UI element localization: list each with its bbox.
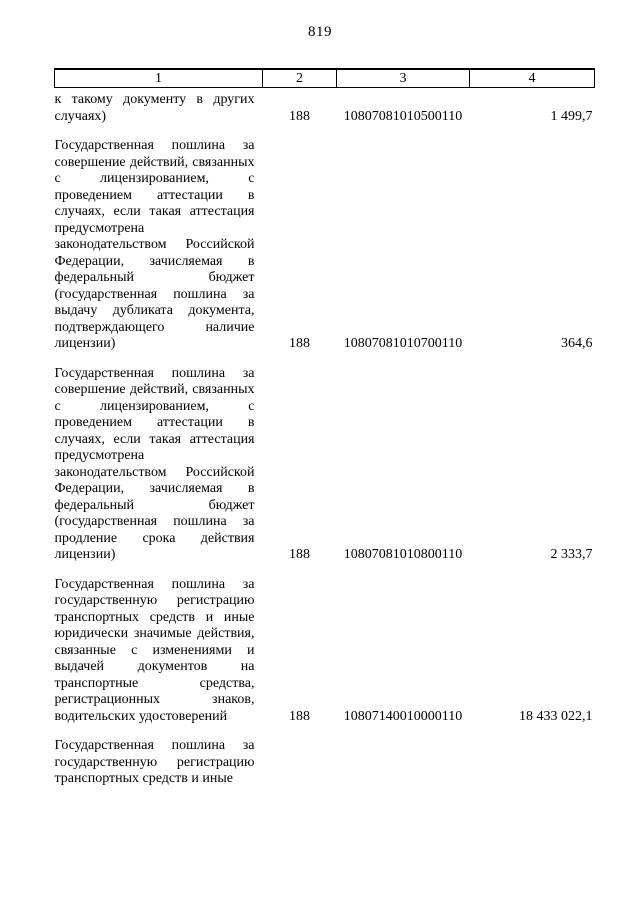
table-row	[55, 366, 595, 577]
row-amount: 364,6	[561, 336, 593, 351]
row-description: Государственная пошлина за государственную регистрацию транспортных средств и иные юридически значимые действия, связанные с изменениями и выдачей документов на транспортные средства, регистрационных знаков, водительских удостоверений	[54, 576, 255, 724]
budget-revenue-table	[54, 68, 595, 801]
row-code-3: 10807081010500110	[343, 108, 463, 124]
row-amount: 18 433 022,1	[519, 708, 593, 724]
row-code-3: 10807081010800110	[343, 547, 463, 562]
page-number: 819	[308, 24, 332, 40]
row-code-2: 188	[289, 108, 310, 124]
row-code-3: 10807140010000110	[343, 708, 463, 724]
column-header-1: 1	[55, 69, 263, 88]
row-code-3	[337, 738, 470, 801]
column-header-4: 4	[470, 69, 595, 88]
row-description: к такому документу в других случаях)	[54, 92, 255, 124]
row-code-2: 188	[289, 708, 310, 724]
table-row	[55, 138, 595, 366]
row-amount	[470, 738, 595, 801]
row-code-2: 188	[289, 336, 310, 351]
row-amount: 1 499,7	[550, 108, 593, 124]
row-description: Государственная пошлина за совершение действий, связанных с лицензированием, с проведением аттестации в случаях, если такая аттестация предусмотрена законодательством Российской Федерации, зачисляемая в федеральный бюджет (государственная пошлина за выдачу дубликата документа, подтверждающего наличие лицензии)	[54, 138, 255, 351]
row-description: Государственная пошлина за совершение действий, связанных с лицензированием, с проведением аттестации в случаях, если такая аттестация предусмотрена законодательством Российской Федерации, зачисляемая в федеральный бюджет (государственная пошлина за продление срока действия лицензии)	[54, 365, 255, 562]
row-code-2: 188	[289, 547, 310, 562]
table-row	[55, 88, 595, 139]
row-description: Государственная пошлина за государственную регистрацию транспортных средств и иные	[54, 738, 255, 786]
table-row	[55, 738, 595, 801]
row-code-3: 10807081010700110	[343, 336, 463, 351]
column-header-3: 3	[337, 69, 470, 88]
column-header-2: 2	[263, 69, 337, 88]
table-row	[55, 577, 595, 739]
row-amount: 2 333,7	[550, 547, 593, 562]
table-header-row	[55, 69, 595, 88]
row-code-2	[263, 738, 337, 801]
